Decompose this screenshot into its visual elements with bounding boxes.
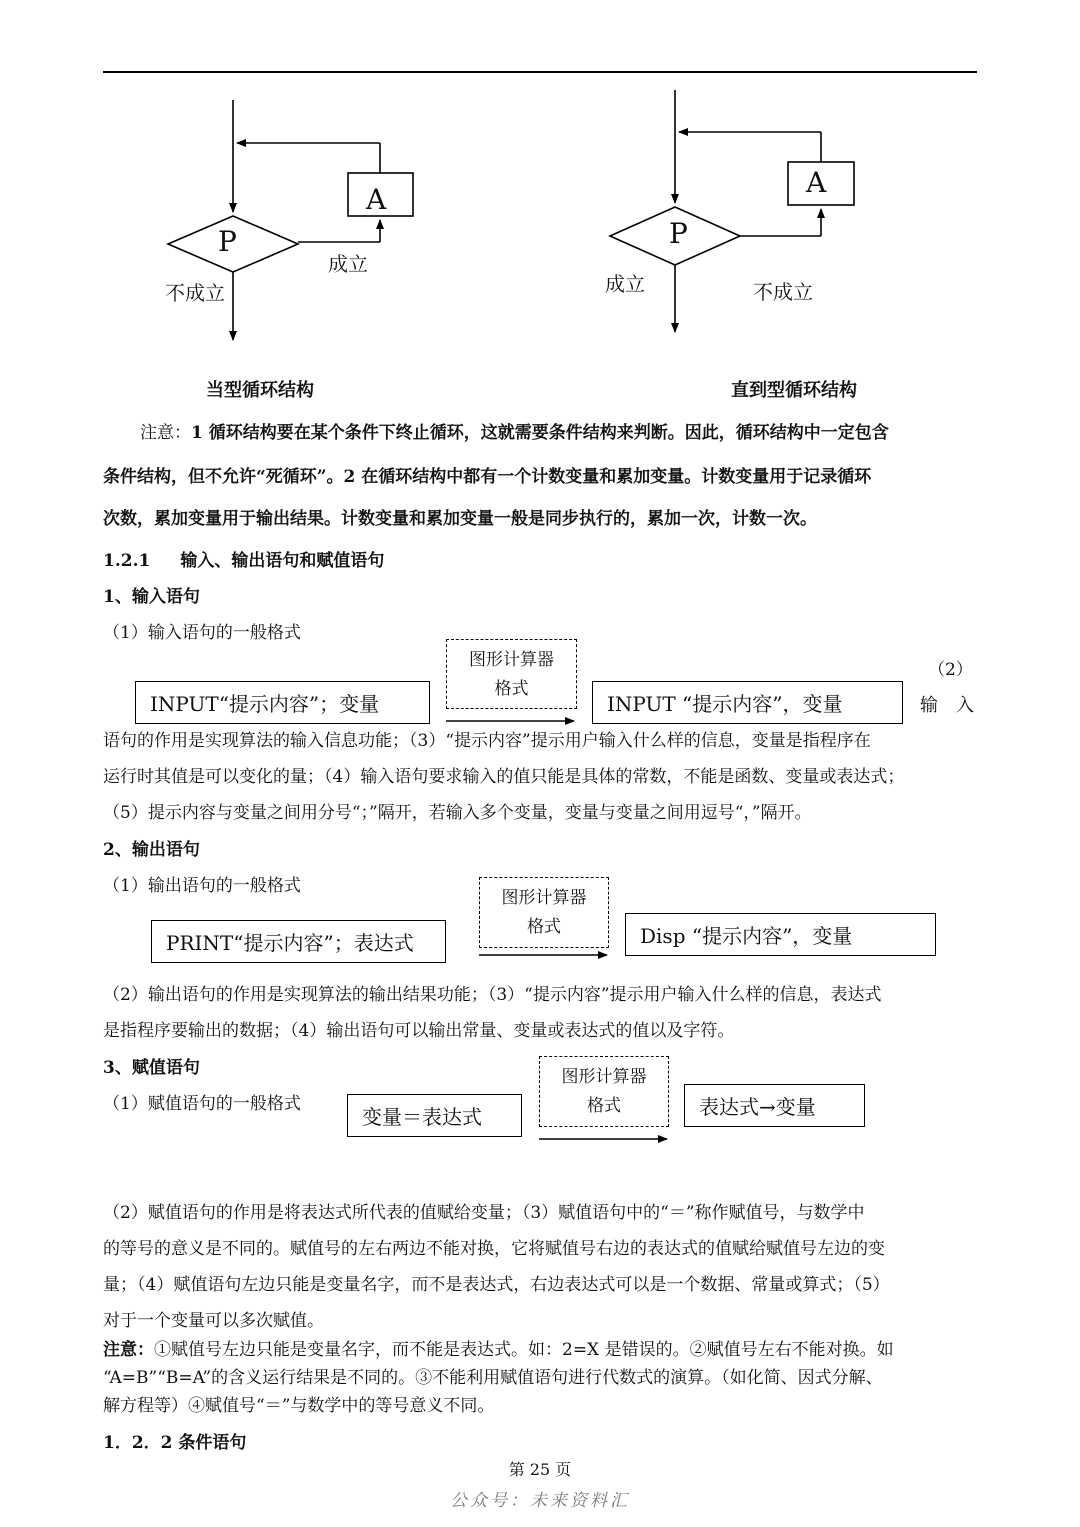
assign-desc-line1: （2）赋值语句的作用是将表达式所代表的值赋给变量；（3）赋值语句中的“＝”称作赋值号，与数学中 bbox=[103, 1203, 865, 1223]
input-sub1: （1）输入语句的一般格式 bbox=[103, 623, 301, 643]
loop-diagrams bbox=[0, 0, 1080, 420]
footer-watermark: 公众号：未来资料汇 bbox=[450, 1491, 630, 1511]
assign-desc-line2: 的等号的意义是不同的。赋值号的左右两边不能对换，它将赋值号右边的表达式的值赋给赋值号左边的变 bbox=[103, 1239, 885, 1259]
note2-line3: 解方程等）④赋值号“＝”与数学中的等号意义不同。 bbox=[103, 1396, 495, 1416]
output-calc-box: Disp “提示内容”，变量 bbox=[625, 913, 936, 956]
input-desc-line1: 语句的作用是实现算法的输入信息功能；（3）“提示内容”提示用户输入什么样的信息，变量是指程序在 bbox=[103, 731, 871, 751]
assign-format-box: 变量＝表达式 bbox=[347, 1094, 522, 1137]
until-false-label: 不成立 bbox=[753, 280, 813, 304]
output-desc-line2: 是指程序要输出的数据；（4）输出语句可以输出常量、变量或表达式的值以及字符。 bbox=[103, 1021, 735, 1041]
until-true-label: 成立 bbox=[605, 272, 645, 296]
assign-calc-label: 图形计算器 格式 bbox=[539, 1056, 669, 1127]
section-121-heading: 1.2.1 输入、输出语句和赋值语句 bbox=[103, 551, 385, 571]
until-loop-diagram bbox=[610, 90, 854, 332]
until-loop-caption: 直到型循环结构 bbox=[731, 380, 857, 401]
assign-desc-line4: 对于一个变量可以多次赋值。 bbox=[103, 1311, 324, 1331]
until-process-label: A bbox=[806, 166, 827, 199]
page-number: 第 25 页 bbox=[508, 1460, 572, 1479]
output-desc-line1: （2）输出语句的作用是实现算法的输出结果功能；（3）“提示内容”提示用户输入什么样的信息，表达式 bbox=[103, 985, 882, 1005]
section-122-heading: 1．2．2 条件语句 bbox=[103, 1433, 247, 1453]
assign-desc-line3: 量；（4）赋值语句左边只能是变量名字，而不是表达式，右边表达式可以是一个数据、常量或算式；（5） bbox=[103, 1275, 890, 1295]
output-sub1: （1）输出语句的一般格式 bbox=[103, 876, 301, 896]
note2-line1: 注意：①赋值号左边只能是变量名字，而不能是表达式。如：2=X 是错误的。②赋值号左右不能对换。如 bbox=[103, 1340, 894, 1360]
input-format-box: INPUT“提示内容”；变量 bbox=[135, 681, 430, 724]
input-side-word: 输 入 bbox=[920, 695, 974, 716]
assign-calc-box: 表达式→变量 bbox=[684, 1084, 865, 1127]
note1-line2: 条件结构，但不允许“死循环”。2 在循环结构中都有一个计数变量和累加变量。计数变量用于记录循环 bbox=[103, 467, 872, 487]
until-condition-label: P bbox=[669, 217, 688, 250]
output-calc-label: 图形计算器 格式 bbox=[479, 877, 609, 948]
assign-heading: 3、赋值语句 bbox=[103, 1058, 200, 1078]
output-heading: 2、输出语句 bbox=[103, 840, 200, 860]
note1-line1: 注意：1 循环结构要在某个条件下终止循环，这就需要条件结构来判断。因此，循环结构中一定包含 bbox=[140, 423, 889, 443]
while-condition-label: P bbox=[218, 225, 237, 258]
while-process-label: A bbox=[366, 183, 387, 216]
while-false-label: 不成立 bbox=[165, 281, 225, 305]
input-desc-line3: （5）提示内容与变量之间用分号“；”隔开，若输入多个变量，变量与变量之间用逗号“，”隔开。 bbox=[103, 803, 812, 823]
note1-line3: 次数，累加变量用于输出结果。计数变量和累加变量一般是同步执行的，累加一次，计数一次。 bbox=[103, 509, 817, 529]
assign-sub1: （1）赋值语句的一般格式 bbox=[103, 1094, 301, 1114]
input-side-num: （2） bbox=[928, 660, 973, 680]
while-true-label: 成立 bbox=[328, 252, 368, 276]
while-loop-caption: 当型循环结构 bbox=[206, 380, 314, 401]
input-heading: 1、输入语句 bbox=[103, 587, 200, 607]
output-format-box: PRINT“提示内容”；表达式 bbox=[151, 920, 446, 963]
input-calc-box: INPUT “提示内容”，变量 bbox=[592, 681, 903, 724]
input-calc-label: 图形计算器 格式 bbox=[446, 639, 577, 709]
note2-line2: “A=B”“B=A”的含义运行结果是不同的。③不能利用赋值语句进行代数式的演算。（如化简、因式分解、 bbox=[103, 1368, 883, 1388]
input-desc-line2: 运行时其值是可以变化的量；（4）输入语句要求输入的值只能是具体的常数，不能是函数、变量或表达式； bbox=[103, 767, 905, 787]
